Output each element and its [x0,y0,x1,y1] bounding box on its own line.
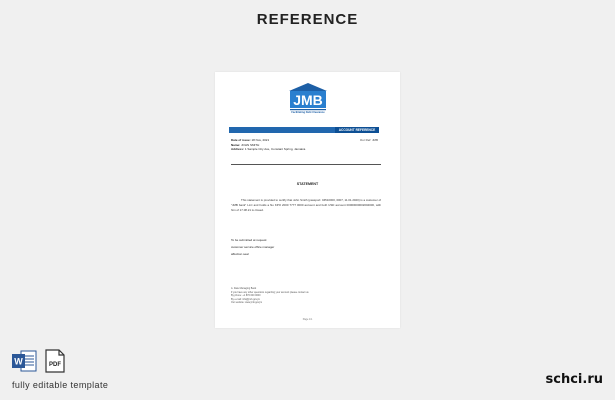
pdf-label: PDF [49,362,61,368]
page-number: Page 1/1 [302,318,313,321]
address-value: 1 Sample City Ave, Constant Spring, Jamaica [244,147,306,152]
reference-number: Our Ref: JMB [359,138,378,142]
bank-logo-icon [286,82,330,112]
date-label: Date of issue: [231,138,251,142]
bank-logo [286,82,330,112]
address-label: Address: [231,147,245,152]
closing-line: customer service office manager [231,245,275,249]
closing-line: affection seal [231,252,249,256]
customer-meta [231,138,305,152]
date-value: 18 Nov, 2021 [251,138,270,142]
footer-line: By phone: +1 876 000 0000 [231,294,261,298]
page-heading: REFERENCE [256,11,359,28]
footer-line: Our website: www.jmb.gov.jm [231,301,263,305]
logo-text: JMB [293,92,323,108]
word-letter: W [14,356,23,367]
word-file-icon[interactable] [12,349,34,373]
section-bar [229,127,379,133]
footer-line: If you have any other questions regarding your account please contact us [231,290,309,294]
document-footer [231,287,309,305]
footer-line: By e-mail: info@jmb.gov.jm [231,297,260,301]
site-brand[interactable]: schci.ru [545,372,603,387]
statement-body [231,198,381,213]
name-value: JOHN SMITH [241,142,260,147]
logo-tagline: Facilitating Debt Clearance [291,111,325,114]
closing-block [231,237,274,258]
document-preview[interactable] [215,72,400,328]
address-row [231,147,305,152]
name-label: Name: [231,142,241,147]
pdf-file-icon[interactable] [44,349,66,373]
header-divider [231,164,381,165]
footer-line: A. Date Managing Bank [231,287,257,290]
statement-title: STATEMENT [296,182,319,186]
section-label: ACCOUNT REFERENCE [335,127,379,133]
statement-body-text: This statement is provided to certify that John Smith (passport: 04510000, 0007, 11.01.2020) is a customer of "JMB bank" LLC and holds a No KPO 2000 7777 0000 account and both USD account 00000000002004000, with him of 17.08.21 is closed. [231,198,381,212]
closing-line: To be submitted at request: [231,238,268,242]
template-caption: fully editable template [12,380,109,390]
